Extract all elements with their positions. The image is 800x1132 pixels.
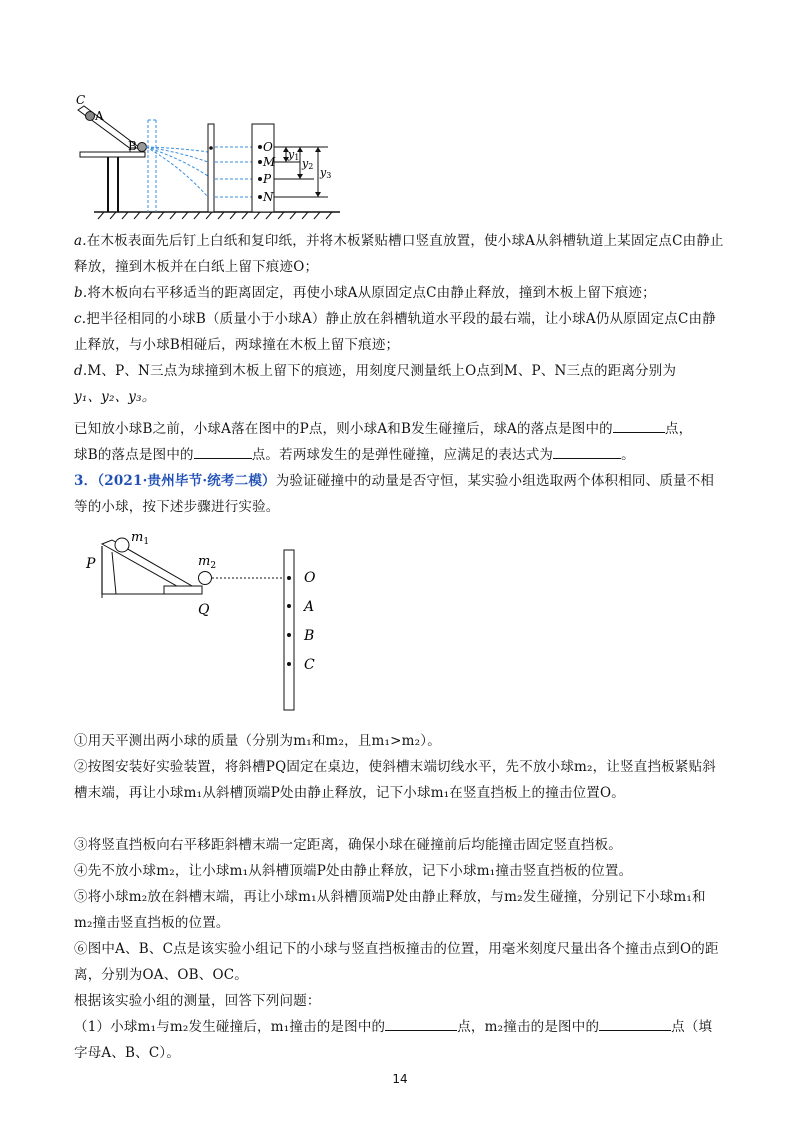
label-O: O: [263, 140, 273, 154]
label-C: C: [76, 93, 86, 107]
answer-blank-a[interactable]: [613, 418, 665, 433]
step-b: b.将木板向右平移适当的距离固定，再使小球A从原固定点C由静止释放，撞到木板上留下痕迹；: [74, 285, 656, 301]
label-y1-subscript: 1: [294, 153, 300, 162]
question-source: （2021·贵州毕节·统考二模）: [97, 473, 276, 489]
answer-blank-m1[interactable]: [385, 1016, 457, 1031]
label-m1-subscript: 1: [143, 537, 150, 547]
answer-blank-b[interactable]: [194, 444, 252, 459]
page-number: 14: [392, 1072, 408, 1086]
label-O2: O: [304, 570, 316, 586]
label-Q: Q: [198, 602, 210, 618]
label-B: B: [128, 139, 137, 153]
q3-subquestion-1: （1）小球m₁与m₂发生碰撞后，m₁撞击的是图中的 点，m₂撞击的是图中的 点（填字母A、B、C）。: [74, 1014, 724, 1066]
q3-step-4: ④先不放小球m₂，让小球m₁从斜槽顶端P处由静止释放，记下小球m₁撞击竖直挡板的位置。: [74, 863, 633, 879]
label-y2: y: [302, 157, 309, 170]
q3-step-3: ③将竖直挡板向右平移距斜槽末端一定距离，确保小球在碰撞前后均能撞击固定竖直挡板。: [74, 837, 622, 853]
label-P2: P: [86, 556, 96, 572]
step-d-variables: y₁、y₂、y₃。: [74, 389, 156, 405]
svg-text:m2: [198, 554, 216, 571]
label-m1: m: [131, 530, 144, 545]
label-M: M: [263, 155, 276, 169]
svg-text:m1: [131, 530, 149, 547]
step-a: a.在木板表面先后钉上白纸和复印纸，并将木板紧贴槽口竖直放置，使小球A从斜槽轨道上某固定点C由静止释放，撞到木板并在白纸上留下痕迹O；: [74, 233, 724, 275]
step-d: d.M、P、N三点为球撞到木板上留下的痕迹，用刻度尺测量纸上O点到M、P、N三点的距离分别为 y₁、y₂、y₃。: [74, 363, 677, 405]
label-y2-subscript: 2: [308, 162, 314, 171]
svg-text:y2: [301, 157, 313, 171]
label-y1: y: [288, 148, 295, 161]
q3-step-5: ⑤将小球m₂放在斜槽末端，再让小球m₁从斜槽顶端P处由静止释放，与m₂发生碰撞，分别记下小球m₁和m₂撞击竖直挡板的位置。: [74, 889, 706, 931]
question-number: 3．: [74, 473, 98, 489]
label-m2-subscript: 2: [210, 561, 217, 571]
q3-step-2: ②按图安装好实验装置，将斜槽PQ固定在桌边，使斜槽末端切线水平，先不放小球m₂，让竖直挡板紧贴斜槽末端，再让小球m₁从斜槽顶端P处由静止释放，记下小球m₁在竖直挡板上的撞击位置O。: [74, 759, 716, 801]
label-y3: y: [320, 166, 327, 179]
label-B2: B: [304, 628, 315, 644]
label-P: P: [263, 172, 272, 186]
answer-blank-m2[interactable]: [599, 1016, 671, 1031]
q3-answer-prompt: 根据该实验小组的测量，回答下列问题：: [74, 993, 321, 1009]
answer-blank-expression[interactable]: [553, 444, 621, 459]
figure-1-apparatus: [70, 92, 350, 222]
svg-text:y1: [287, 148, 299, 162]
label-A: A: [95, 109, 104, 123]
label-A2: A: [304, 599, 315, 615]
label-N: N: [263, 190, 274, 204]
q3-step-1: ①用天平测出两小球的质量（分别为m₁和m₂，且m₁>m₂）。: [74, 733, 441, 749]
q3-step-6: ⑥图中A、B、C点是该实验小组记下的小球与竖直挡板撞击的位置，用毫米刻度尺量出各个撞击点到O的距离，分别为OA、OB、OC。: [74, 941, 719, 983]
svg-text:y3: [319, 166, 331, 180]
step-c: c.把半径相同的小球B（质量小于小球A）静止放在斜槽轨道水平段的最右端，让小球A仍从原固定点C由静止释放，与小球B相碰后，两球撞在木板上留下痕迹；: [74, 311, 716, 353]
label-m2: m: [198, 554, 211, 569]
figure-2-apparatus: [84, 528, 344, 718]
label-C2: C: [304, 657, 315, 673]
question-3-intro: 3．（2021·贵州毕节·统考二模）为验证碰撞中的动量是否守恒，某实验小组选取两个体积相同、质量不相等的小球，按下述步骤进行实验。: [74, 473, 715, 515]
question-2-prompt: 已知放小球B之前，小球A落在图中的P点，则小球A和B发生碰撞后，球A的落点是图中的 点， 球B的落点是图中的 点。若两球发生的是弹性碰撞，应满足的表达式为 。: [74, 416, 724, 468]
label-y3-subscript: 3: [326, 171, 332, 180]
